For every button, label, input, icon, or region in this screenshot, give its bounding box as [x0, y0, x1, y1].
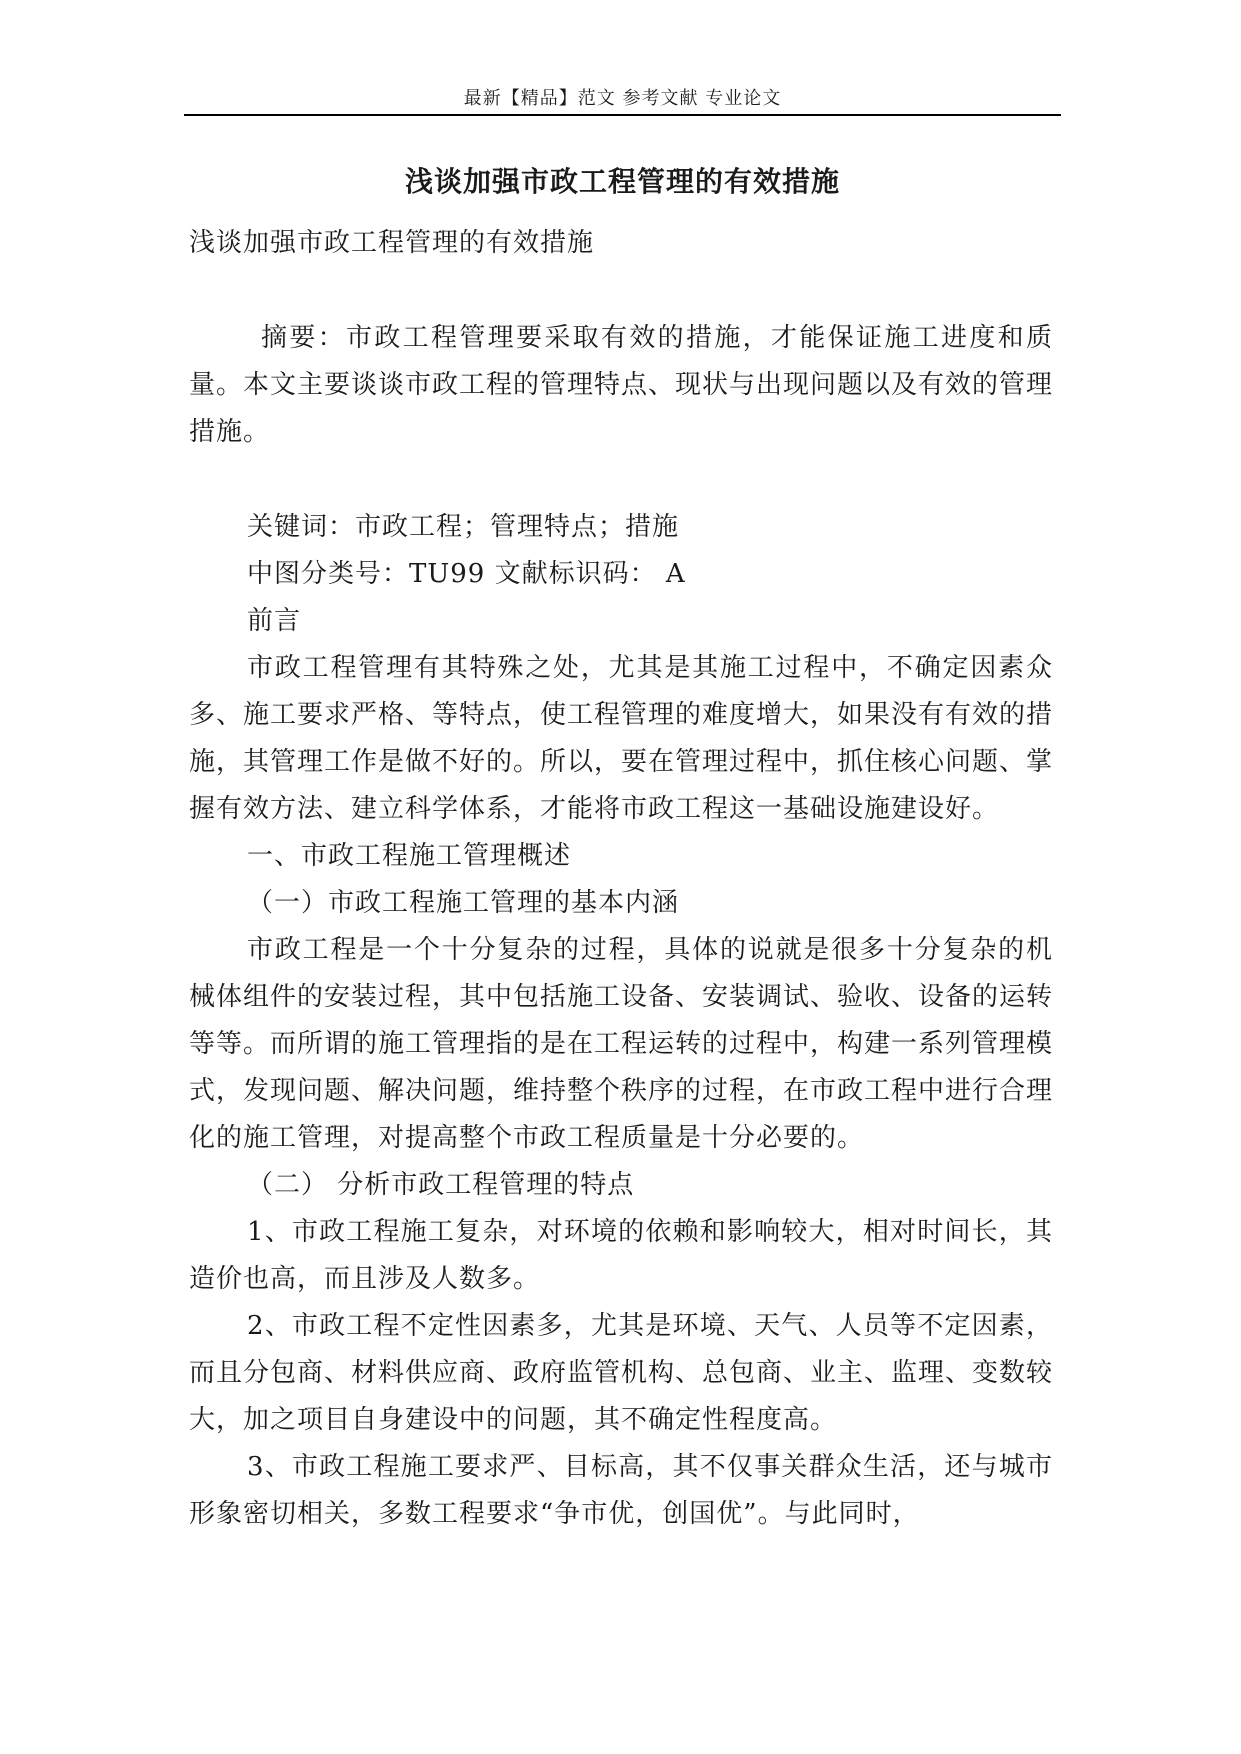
point-3-paragraph: 3、市政工程施工要求严、目标高，其不仅事关群众生活，还与城市形象密切相关，多数工程要求“争市优，创国优”。与此同时，	[189, 1452, 1053, 1529]
section-1-heading: 一、市政工程施工管理概述	[247, 841, 572, 871]
preface-heading: 前言	[247, 606, 302, 636]
preface-paragraph: 市政工程管理有其特殊之处，尤其是其施工过程中，不确定因素众多、施工要求严格、等特点，使工程管理的难度增大，如果没有有效的措施，其管理工作是做不好的。所以，要在管理过程中，抓住核心问题、掌握有效方法、建立科学体系，才能将市政工程这一基础设施建设好。	[189, 653, 1054, 824]
document-title: 浅谈加强市政工程管理的有效措施	[404, 165, 840, 198]
point-2-paragraph: 2、市政工程不定性因素多，尤其是环境、天气、人员等不定因素，而且分包商、材料供应商、政府监管机构、总包商、业主、监理、变数较大，加之项目自身建设中的问题，其不确定性程度高。	[189, 1311, 1054, 1435]
document-subtitle: 浅谈加强市政工程管理的有效措施	[189, 228, 595, 258]
section-1-1-heading: （一）市政工程施工管理的基本内涵	[247, 888, 680, 918]
section-1-1-paragraph: 市政工程是一个十分复杂的过程，具体的说就是很多十分复杂的机械体组件的安装过程，其中包括施工设备、安装调试、验收、设备的运转等等。而所谓的施工管理指的是在工程运转的过程中，构建一系列管理模式，发现问题、解决问题，维持整个秩序的过程，在市政工程中进行合理化的施工管理，对提高整个市政工程质量是十分必要的。	[189, 935, 1054, 1153]
keywords-line: 关键词：市政工程；管理特点；措施	[247, 512, 680, 542]
abstract-paragraph: 摘要：市政工程管理要采取有效的措施，才能保证施工进度和质量。本文主要谈谈市政工程的管理特点、现状与出现问题以及有效的管理措施。	[189, 323, 1054, 447]
header-divider	[184, 114, 1061, 116]
document-body	[189, 220, 1053, 1538]
page-header: 最新【精品】范文 参考文献 专业论文	[463, 88, 782, 109]
section-1-2-heading: （二） 分析市政工程管理的特点	[247, 1170, 635, 1200]
classification-line: 中图分类号：TU99 文献标识码： A	[247, 559, 686, 589]
point-1-paragraph: 1、市政工程施工复杂，对环境的依赖和影响较大，相对时间长，其造价也高，而且涉及人数多。	[189, 1217, 1053, 1294]
